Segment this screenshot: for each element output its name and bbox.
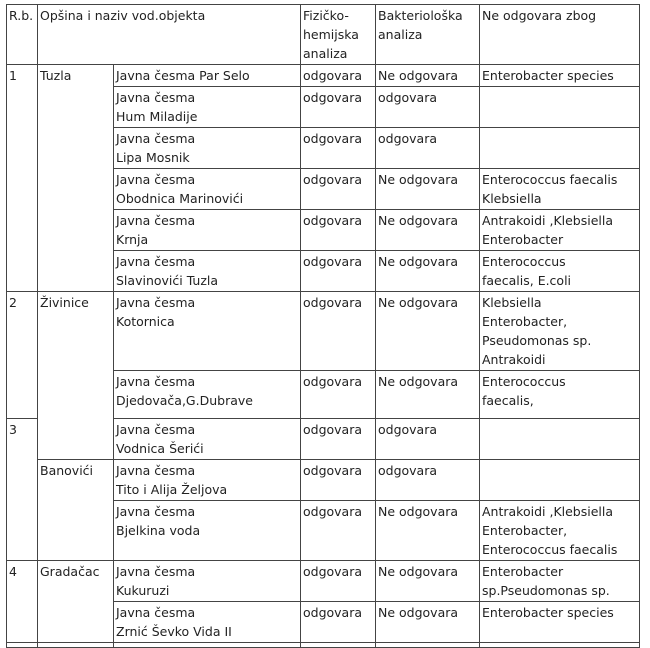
reason-line1: Enterobacter species: [482, 605, 614, 620]
reason-line2: faecalis,: [482, 393, 534, 408]
reason-line1: Enterococcus faecalis: [482, 172, 618, 187]
header-bak-line2: analiza: [378, 27, 423, 42]
cut-off-cell: [301, 643, 376, 648]
header-reason: Ne odgovara zbog: [480, 5, 640, 65]
reason-cell: [480, 65, 640, 87]
water-object-cell: [114, 561, 301, 602]
object-line1: Javna česma: [116, 504, 196, 519]
physico-chemical-result: odgovara: [301, 460, 376, 501]
water-object-cell: [114, 169, 301, 210]
physico-chemical-result: odgovara: [301, 251, 376, 292]
header-rb: R.b.: [7, 5, 38, 65]
water-object-cell: [114, 501, 301, 561]
physico-chemical-result: odgovara: [301, 371, 376, 419]
reason-cell: [480, 371, 640, 419]
bacteriological-result: odgovara: [376, 419, 480, 460]
header-opstina: Opšina i naziv vod.objekta: [38, 5, 301, 65]
header-physico-chemical: [301, 5, 376, 65]
water-object-cell: [114, 419, 301, 460]
reason-line2: sp.Pseudomonas sp.: [482, 583, 610, 598]
physico-chemical-result: odgovara: [301, 128, 376, 169]
object-line2: Obodnica Marinovići: [116, 191, 244, 206]
table-row-cut-off: [7, 643, 640, 648]
reason-line2: Enterobacter,: [482, 523, 568, 538]
reason-line1: Klebsiella: [482, 295, 542, 310]
water-object-cell: [114, 292, 301, 371]
reason-cell: [480, 87, 640, 128]
bacteriological-result: Ne odgovara: [376, 169, 480, 210]
object-line1: Javna česma: [116, 254, 196, 269]
bacteriological-result: Ne odgovara: [376, 251, 480, 292]
reason-cell: [480, 169, 640, 210]
reason-line1: Antrakoidi ,Klebsiella: [482, 504, 614, 519]
reason-cell: [480, 602, 640, 643]
cut-off-cell: [480, 643, 640, 648]
water-analysis-table: [6, 4, 640, 648]
bacteriological-result: Ne odgovara: [376, 602, 480, 643]
object-line1: Javna česma: [116, 564, 196, 579]
water-object-cell: [114, 210, 301, 251]
bacteriological-result: Ne odgovara: [376, 561, 480, 602]
reason-cell: [480, 561, 640, 602]
reason-line1: Enterococcus: [482, 254, 566, 269]
row-number-cell: 1: [7, 65, 38, 292]
object-line1: Javna česma: [116, 463, 196, 478]
object-line1: Javna česma: [116, 605, 196, 620]
cut-off-cell: [7, 643, 38, 648]
reason-line3: Pseudomonas sp.: [482, 333, 592, 348]
header-row: [7, 5, 640, 65]
table-row: [7, 460, 640, 501]
header-bak-line1: Bakteriološka: [378, 8, 463, 23]
water-object-cell: [114, 251, 301, 292]
reason-line4: Antrakoidi: [482, 352, 546, 367]
cut-off-cell: [376, 643, 480, 648]
object-line1: Javna česma: [116, 422, 196, 437]
bacteriological-result: Ne odgovara: [376, 292, 480, 371]
reason-line2: faecalis, E.coli: [482, 273, 572, 288]
bacteriological-result: odgovara: [376, 460, 480, 501]
physico-chemical-result: odgovara: [301, 602, 376, 643]
object-line2: Zrnić Ševko Vida II: [116, 624, 232, 639]
physico-chemical-result: odgovara: [301, 169, 376, 210]
reason-cell: [480, 210, 640, 251]
water-object-cell: [114, 460, 301, 501]
reason-cell: [480, 251, 640, 292]
physico-chemical-result: odgovara: [301, 292, 376, 371]
water-object-cell: [114, 65, 301, 87]
reason-cell: [480, 128, 640, 169]
object-line1: Javna česma Par Selo: [116, 68, 250, 83]
physico-chemical-result: odgovara: [301, 501, 376, 561]
reason-cell: [480, 419, 640, 460]
table-row: [7, 292, 640, 371]
object-line2: Vodnica Šerići: [116, 441, 204, 456]
object-line2: Lipa Mosnik: [116, 150, 190, 165]
cut-off-cell: [38, 643, 114, 648]
object-line2: Bjelkina voda: [116, 523, 201, 538]
row-number-cell: 4: [7, 561, 38, 643]
bacteriological-result: Ne odgovara: [376, 501, 480, 561]
reason-cell: [480, 501, 640, 561]
bacteriological-result: Ne odgovara: [376, 210, 480, 251]
table-row: [7, 561, 640, 602]
object-line2: Tito i Alija Željova: [116, 482, 228, 497]
water-object-cell: [114, 87, 301, 128]
reason-line2: Klebsiella: [482, 191, 542, 206]
row-number-cell: 2: [7, 292, 38, 419]
table-body: [7, 5, 640, 648]
bacteriological-result: odgovara: [376, 87, 480, 128]
object-line1: Javna česma: [116, 295, 196, 310]
object-line2: Djedovača,G.Dubrave: [116, 393, 253, 408]
row-number-cell: 3: [7, 419, 38, 561]
cut-off-cell: [114, 643, 301, 648]
reason-line1: Enterobacter: [482, 564, 564, 579]
municipality-cell: Banovići: [38, 460, 114, 561]
physico-chemical-result: odgovara: [301, 65, 376, 87]
water-object-cell: [114, 602, 301, 643]
bacteriological-result: Ne odgovara: [376, 65, 480, 87]
object-line2: Krnja: [116, 232, 149, 247]
physico-chemical-result: odgovara: [301, 561, 376, 602]
municipality-cell: Tuzla: [38, 65, 114, 292]
reason-line2: Enterobacter: [482, 232, 564, 247]
object-line1: Javna česma: [116, 90, 196, 105]
header-fiz-line1: Fizičko-: [303, 8, 349, 23]
object-line1: Javna česma: [116, 213, 196, 228]
object-line2: Kotornica: [116, 314, 175, 329]
header-fiz-line2: hemijska: [303, 27, 359, 42]
municipality-cell: Živinice: [38, 292, 114, 460]
object-line1: Javna česma: [116, 172, 196, 187]
table-row: [7, 65, 640, 87]
object-line2: Kukuruzi: [116, 583, 170, 598]
water-object-cell: [114, 371, 301, 419]
physico-chemical-result: odgovara: [301, 87, 376, 128]
reason-line3: Enterococcus faecalis: [482, 542, 618, 557]
physico-chemical-result: odgovara: [301, 210, 376, 251]
bacteriological-result: odgovara: [376, 128, 480, 169]
reason-line1: Enterobacter species: [482, 68, 614, 83]
municipality-cell: Gradačac: [38, 561, 114, 643]
water-object-cell: [114, 128, 301, 169]
reason-line1: Enterococcus: [482, 374, 566, 389]
bacteriological-result: Ne odgovara: [376, 371, 480, 419]
header-fiz-line3: analiza: [303, 46, 348, 61]
reason-cell: [480, 292, 640, 371]
object-line2: Slavinovići Tuzla: [116, 273, 219, 288]
reason-line2: Enterobacter,: [482, 314, 568, 329]
reason-line1: Antrakoidi ,Klebsiella: [482, 213, 614, 228]
reason-cell: [480, 460, 640, 501]
physico-chemical-result: odgovara: [301, 419, 376, 460]
object-line1: Javna česma: [116, 131, 196, 146]
header-bacteriological: [376, 5, 480, 65]
object-line1: Javna česma: [116, 374, 196, 389]
object-line2: Hum Miladije: [116, 109, 198, 124]
